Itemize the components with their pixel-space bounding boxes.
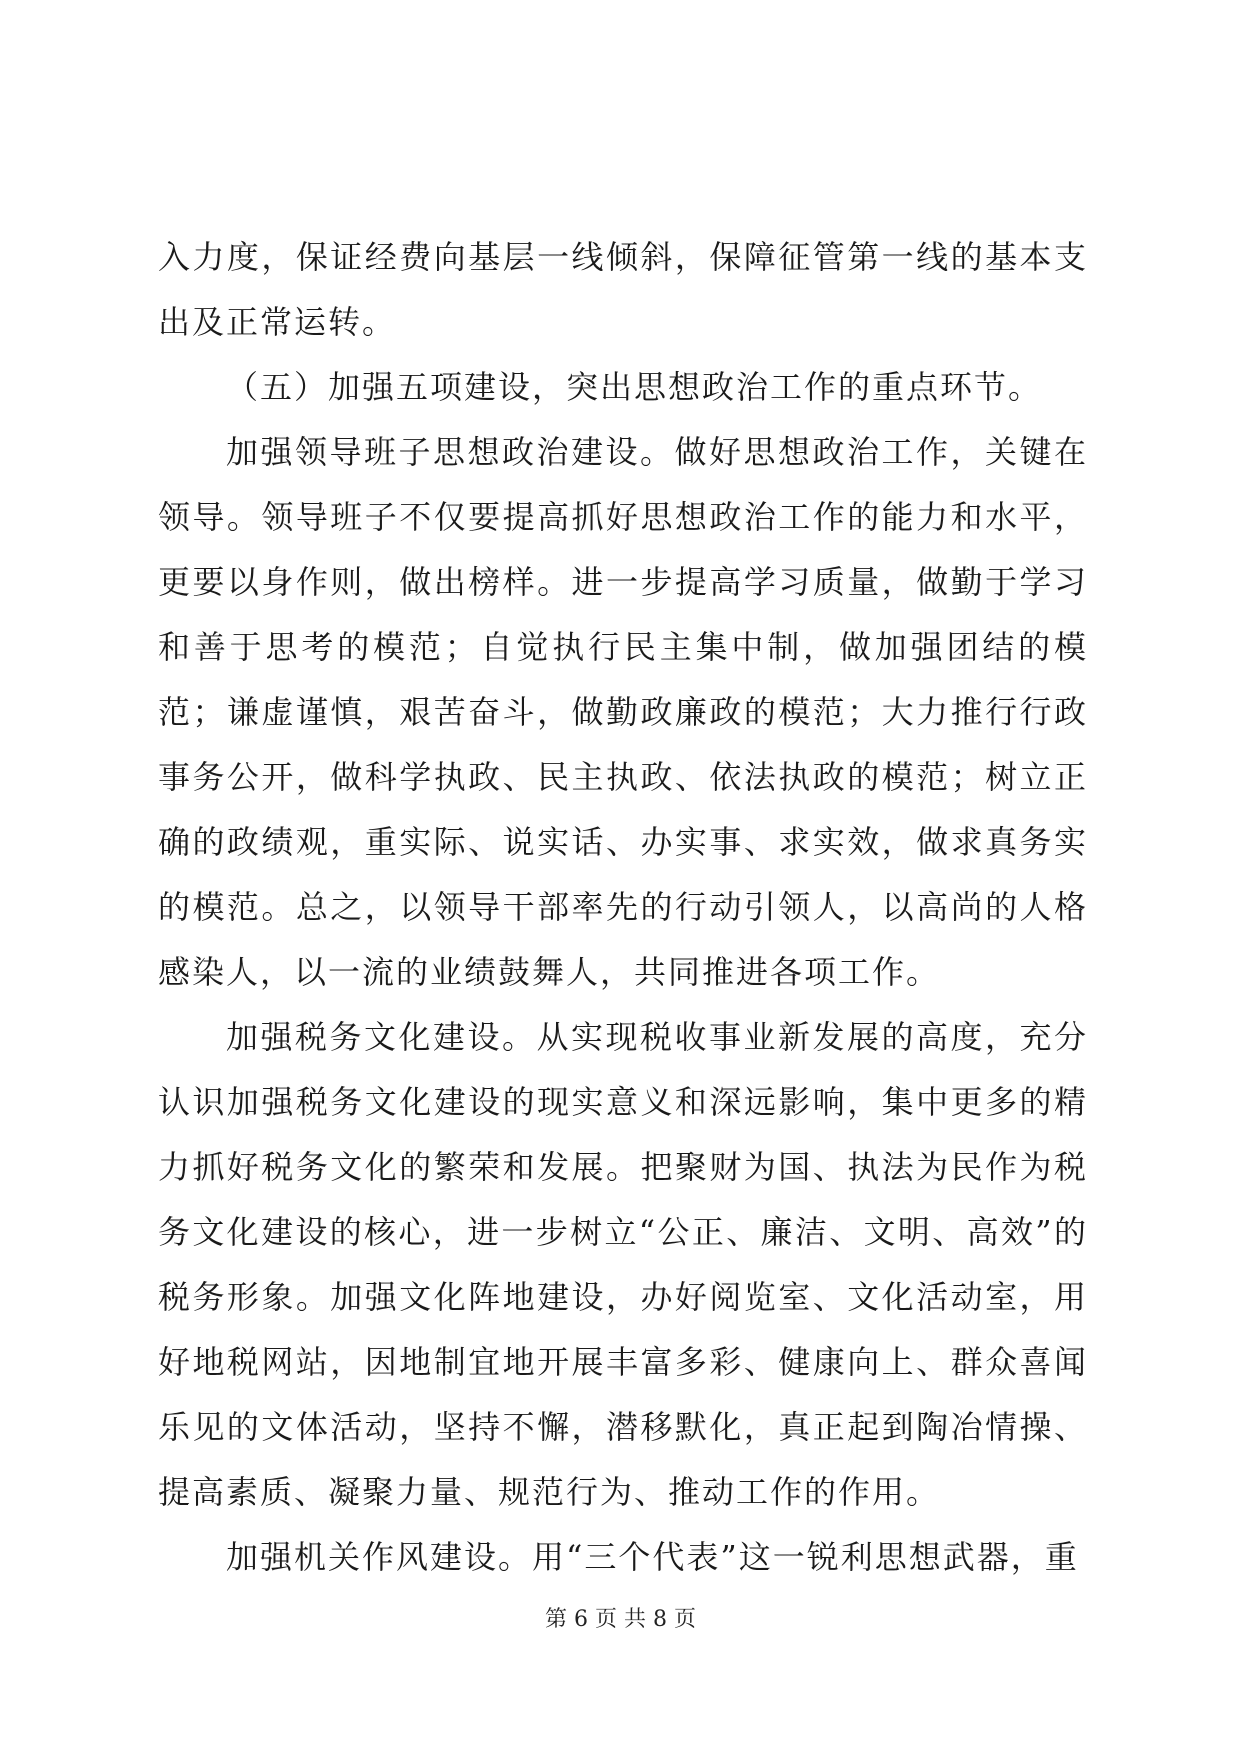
paragraph-1: 入力度，保证经费向基层一线倾斜，保障征管第一线的基本支出及正常运转。 (158, 238, 1088, 341)
page-number: 第 6 页 共 8 页 (545, 1607, 696, 1632)
paragraph-4: 加强税务文化建设。从实现税收事业新发展的高度，充分认识加强税务文化建设的现实意义和深远影响，集中更多的精力抓好税务文化的繁荣和发展。把聚财为国、执法为民作为税务文化建设的核心，进一步树立“公正、廉洁、文明、高效”的税务形象。加强文化阵地建设，办好阅览室、文化活动室，用好地税网站，因地制宜地开展丰富多彩、健康向上、群众喜闻乐见的文体活动，坚持不懈，潜移默化，真正起到陶冶情操、提高素质、凝聚力量、规范行为、推动工作的作用。 (158, 1018, 1088, 1511)
paragraph-2: （五）加强五项建设，突出思想政治工作的重点环节。 (226, 368, 1043, 406)
paragraph-5: 加强机关作风建设。用“三个代表”这一锐利思想武器，重 (226, 1538, 1079, 1576)
document-body (158, 225, 1088, 1590)
paragraph-3: 加强领导班子思想政治建设。做好思想政治工作，关键在领导。领导班子不仅要提高抓好思想政治工作的能力和水平，更要以身作则，做出榜样。进一步提高学习质量，做勤于学习和善于思考的模范；自觉执行民主集中制，做加强团结的模范；谦虚谨慎，艰苦奋斗，做勤政廉政的模范；大力推行行政事务公开，做科学执政、民主执政、依法执政的模范；树立正确的政绩观，重实际、说实话、办实事、求实效，做求真务实的模范。总之，以领导干部率先的行动引领人，以高尚的人格感染人，以一流的业绩鼓舞人，共同推进各项工作。 (158, 433, 1088, 991)
